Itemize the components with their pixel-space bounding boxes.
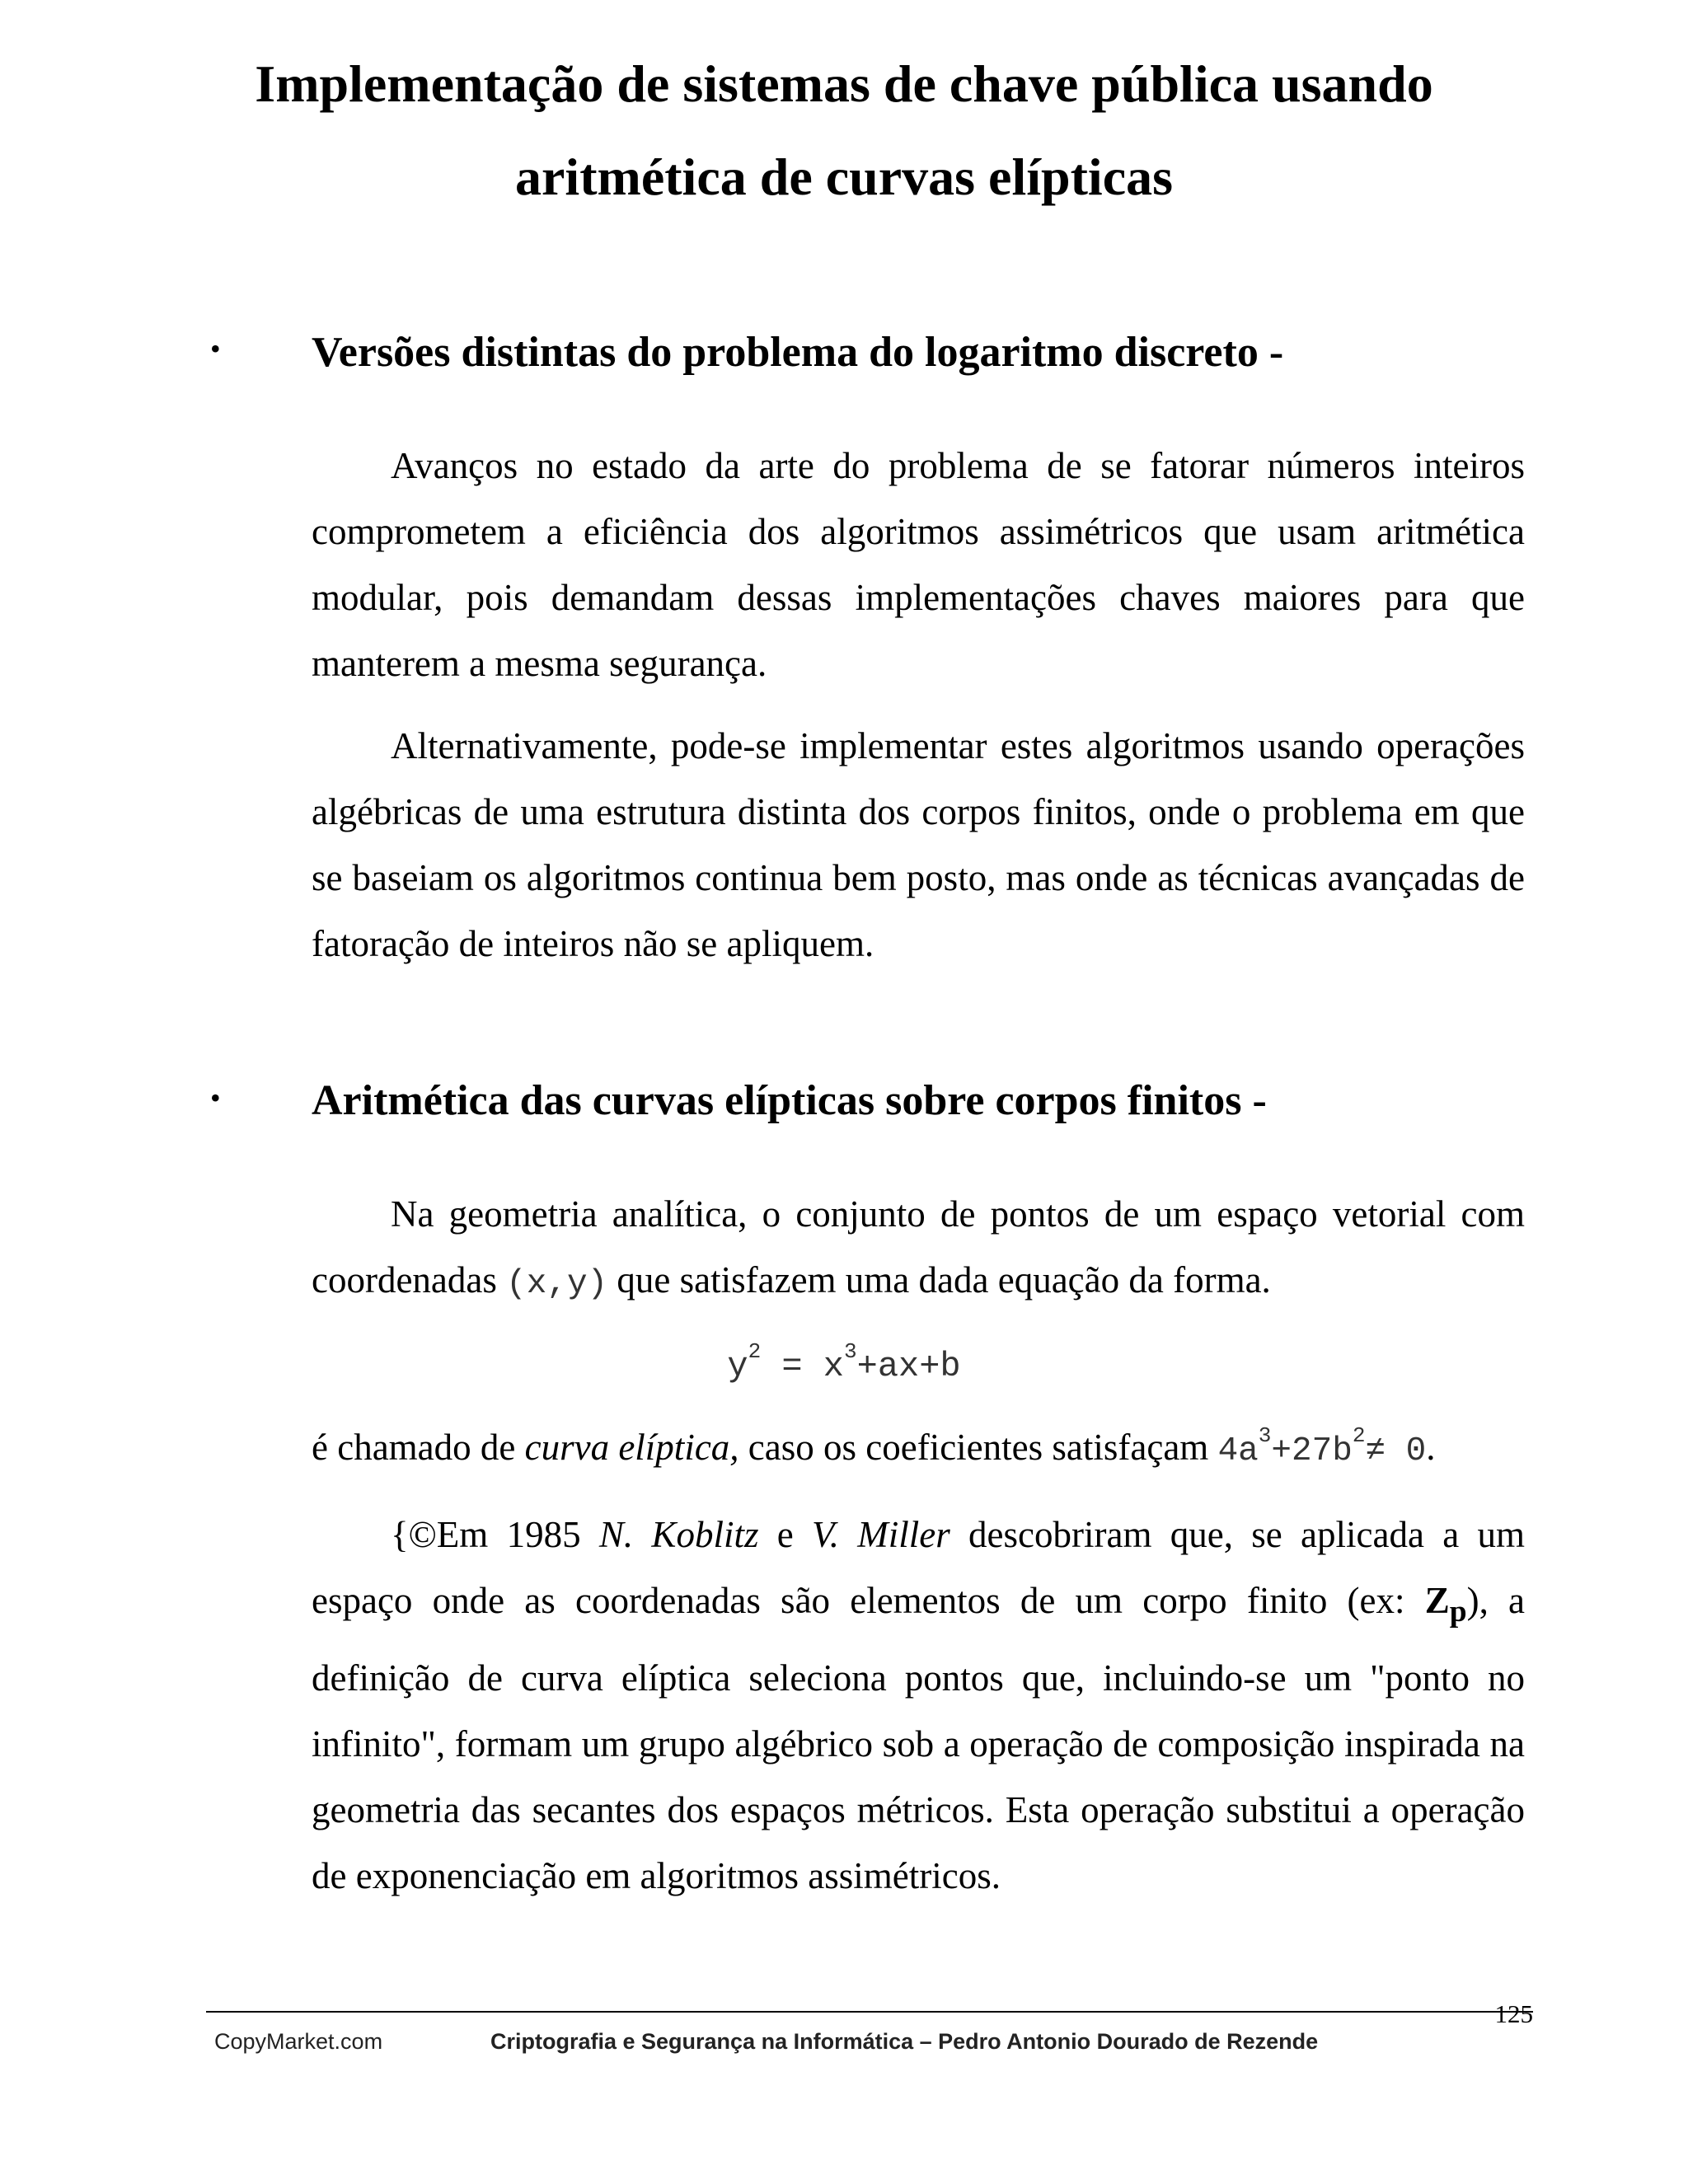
paragraph-curve-definition: é chamado de curva elíptica, caso os coeficientes satisfaçam $4a^3+27b^2\ne 0$. — [312, 1423, 1436, 1470]
bullet-icon: • — [210, 332, 221, 365]
paragraph-koblitz-miller: {©Em 1985 N. Koblitz e V. Miller descobriram que, se aplicada a um espaço onde as coordenadas são elementos de um corpo finito (ex: $Z_p$), a definição de curva elíptica seleciona pontos que, incluindo-se um "ponto no infinito", formam um grupo algébrico sob a operação de composição inspirada na geometria das secantes dos espaços métricos. Esta operação substitui a operação de exponenciação em algoritmos assimétricos. — [312, 1514, 1525, 1896]
term-elliptic-curve: curva elíptica, — [524, 1427, 739, 1468]
bullet-icon: • — [210, 1081, 221, 1114]
footer-divider — [206, 2011, 1533, 2013]
paragraph-factoring: Avanços no estado da arte do problema de se fatorar números inteiros comprometem a eficiência dos algoritmos assimétricos que usam aritmética modular, pois demandam dessas implementações chaves maiores para que manterem a mesma segurança. — [312, 445, 1525, 684]
discriminant-condition: $4a^3+27b^2\ne 0$ — [1217, 1423, 1427, 1470]
page-number: 125 — [1494, 1999, 1533, 2028]
paragraph-analytic-geometry: Na geometria analítica, o conjunto de pontos de um espaço vetorial com coordenadas (x,y) que satisfazem uma dada equação da forma. — [312, 1193, 1525, 1303]
footer-book-title: Criptografia e Segurança na Informática – Pedro Antonio Dourado de Rezende — [490, 2029, 1319, 2054]
coordinates-code: (x,y) — [506, 1265, 608, 1303]
section-heading-discrete-log: Versões distintas do problema do logaritmo discreto - — [312, 329, 1284, 376]
page-title-line-2: aritmética de curvas elípticas — [515, 148, 1173, 206]
section-heading-elliptic-curves: Aritmética das curvas elípticas sobre corpos finitos - — [312, 1077, 1267, 1124]
paragraph-alternative: Alternativamente, pode-se implementar estes algoritmos usando operações algébricas de uma estrutura distinta dos corpos finitos, onde o problema em que se baseiam os algoritmos continua bem posto, mas onde as técnicas avançadas de fatoração de inteiros não se apliquem. — [312, 725, 1525, 964]
elliptic-curve-equation: $y^2 = x^3+ax+b$ — [727, 1339, 961, 1386]
finite-field-symbol: $Z_p$ — [1424, 1580, 1467, 1629]
page-title-line-1: Implementação de sistemas de chave pública usando — [255, 54, 1433, 113]
footer-publisher: CopyMarket.com — [214, 2029, 383, 2054]
